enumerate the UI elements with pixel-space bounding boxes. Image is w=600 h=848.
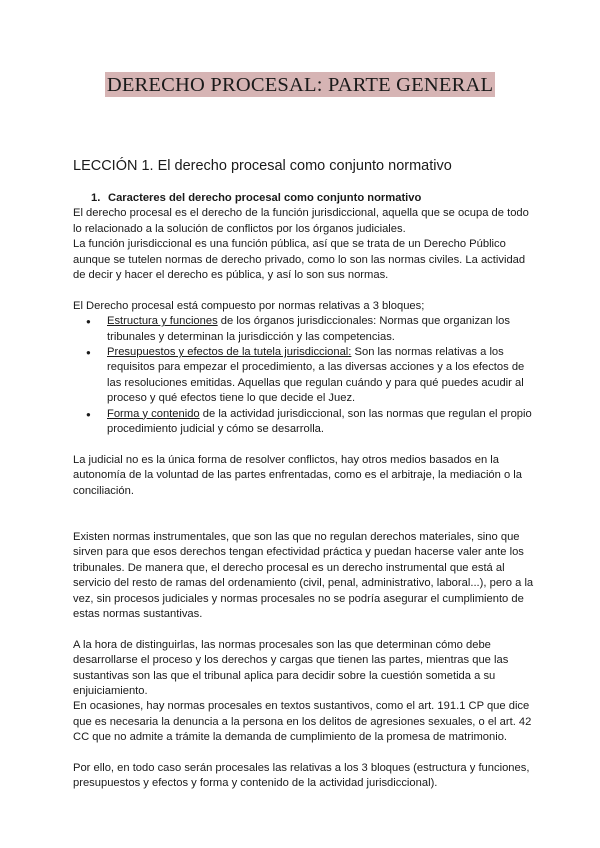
list-item <box>107 314 535 345</box>
paragraph: El Derecho procesal está compuesto por normas relativas a 3 bloques; <box>73 299 425 312</box>
title-container <box>0 72 600 97</box>
bullet-term: Estructura y funciones <box>107 315 218 328</box>
bullet-list <box>73 314 535 437</box>
document-title: DERECHO PROCESAL: PARTE GENERAL <box>106 74 494 96</box>
list-item <box>107 345 535 407</box>
paragraph: Por ello, en todo caso serán procesales las relativas a los 3 bloques (estructura y funciones, presupuestos y efectos y forma y contenido de la actividad jurisdiccional). <box>73 761 530 790</box>
section-heading <box>73 191 535 206</box>
bullet-term: Presupuestos y efectos de la tutela jurisdiccional: <box>107 346 352 359</box>
paragraph: La judicial no es la única forma de resolver conflictos, hay otros medios basados en la autonomía de la voluntad de las partes enfrentadas, como es el arbitraje, la mediación o la conciliación. <box>73 453 523 497</box>
bullet-text: Son las normas relativas a los requisitos para empezar el procedimiento, a las diversas acciones y a los efectos de las resoluciones emitidas. Aquellas que regulan cuándo y para qué puedes acudir al proceso y qué efectos tiene lo que decide el Juez. <box>107 346 525 405</box>
section-number: 1. <box>91 192 101 204</box>
paragraph: Existen normas instrumentales, que son las que no regulan derechos materiales, sino que sirven para que esos derechos tengan efectividad práctica y puedan hacerse valer ante los tribunales. De manera que, el derecho procesal es un derecho instrumental que está al servicio del resto de ramas del ordenamiento (civil, penal, administrativo, laboral...), pero a la vez, sin procesos judiciales y normas procesales no se podría asegurar el cumplimiento de estas normas sustantivas. <box>73 530 534 620</box>
document-body <box>73 191 535 792</box>
bullet-text: de los órganos jurisdiccionales: Normas que organizan los tribunales y determinan la jurisdicción y las competencias. <box>107 315 510 343</box>
bullet-text: de la actividad jurisdiccional, son las normas que regulan el propio procedimiento judicial y cómo se desarrolla. <box>107 407 532 436</box>
bullet-term: Forma y contenido <box>107 407 200 420</box>
paragraph: El derecho procesal es el derecho de la función jurisdiccional, aquella que se ocupa de todo lo relacionado a la solución de conflictos por los órganos judiciales. <box>73 207 529 235</box>
lesson-heading: LECCIÓN 1. El derecho procesal como conjunto normativo <box>73 158 452 174</box>
paragraph: En ocasiones, hay normas procesales en textos sustantivos, como el art. 191.1 CP que dice que es necesaria la denuncia a la persona en los delitos de agresiones sexuales, o el art. 42 CC que no admite a trámite la demanda de cumplimiento de la promesa de matrimonio. <box>73 700 532 744</box>
list-item <box>107 407 535 438</box>
paragraph: La función jurisdiccional es una función pública, así que se trata de un Derecho Público aunque se tutelen normas de derecho privado, como lo son las normas civiles. La actividad de decir y hacer el derecho es pública, y así lo son sus normas. <box>73 238 526 282</box>
paragraph: A la hora de distinguirlas, las normas procesales son las que determinan cómo debe desarrollarse el proceso y los derechos y cargas que tienen las partes, mientras que las sustantivas son las que el tribunal aplica para decidir sobre la cuestión sometida a su enjuiciamiento. <box>73 638 509 697</box>
section-heading-text: Caracteres del derecho procesal como conjunto normativo <box>108 192 422 204</box>
